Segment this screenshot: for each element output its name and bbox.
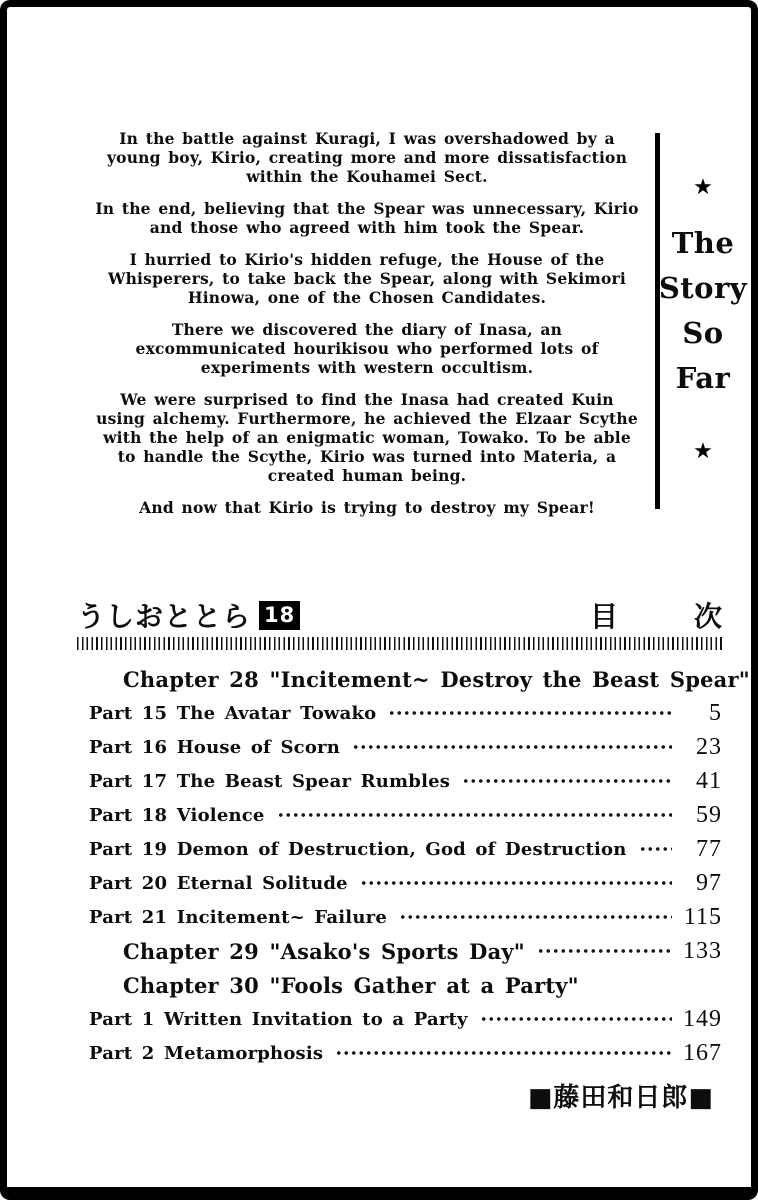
page-number: 41	[696, 767, 722, 794]
dot-leader	[639, 841, 672, 857]
page-number: 23	[696, 733, 722, 760]
dot-leader	[399, 909, 672, 925]
series-title	[77, 595, 300, 635]
dot-leader	[480, 1011, 672, 1027]
story-title-line: Far	[675, 361, 731, 395]
dot-leader	[462, 773, 672, 789]
part-title: Part 16 House of Scorn	[89, 736, 340, 758]
page-number: 133	[683, 937, 722, 964]
toc-list	[77, 662, 750, 1070]
toc-part-row	[77, 798, 722, 832]
chapter-title: Chapter 28 "Incitement~ Destroy the Beast Spear"	[123, 666, 750, 692]
story-side-title-column	[660, 133, 746, 509]
story-so-far-title	[659, 221, 747, 401]
part-title: Part 18 Violence	[89, 804, 265, 826]
toc-part-row	[77, 1002, 722, 1036]
page-number: 149	[683, 1005, 722, 1032]
story-so-far-text	[93, 129, 641, 530]
contents-heading-char: 目	[590, 600, 619, 633]
part-title: Part 15 The Avatar Towako	[89, 702, 377, 724]
author-credit: ■藤田和日郎■	[527, 1083, 714, 1113]
dot-leader	[360, 875, 672, 891]
contents-heading-char: 次	[693, 600, 722, 633]
dot-leader	[537, 943, 672, 959]
toc-part-row	[77, 900, 722, 934]
toc-part-row	[77, 730, 722, 764]
toc-part-row	[77, 764, 722, 798]
volume-badge: 18	[259, 601, 300, 630]
page-number: 77	[696, 835, 722, 862]
story-paragraph: In the end, believing that the Spear was unnecessary, Kirio and those who agreed with him took the Spear.	[95, 199, 639, 237]
part-title: Part 2 Metamorphosis	[89, 1042, 324, 1064]
page-number: 59	[696, 801, 722, 828]
series-title-text: うしおととら	[77, 600, 252, 633]
part-title: Part 21 Incitement~ Failure	[89, 906, 387, 928]
story-title-line: So	[682, 316, 724, 350]
part-title: Part 19 Demon of Destruction, God of Destruction	[89, 838, 627, 860]
page-number: 97	[696, 869, 722, 896]
story-paragraph: We were surprised to find the Inasa had created Kuin using alchemy. Furthermore, he achieved the Elzaar Scythe with the help of an enigmatic woman, Towako. To be able to handle the Scythe, Kirio was turned into Materia, a created human being.	[96, 390, 638, 485]
table-of-contents	[77, 597, 750, 1114]
page-number: 167	[683, 1039, 722, 1066]
chapter-title: Chapter 30 "Fools Gather at a Party"	[123, 972, 579, 998]
story-title-line: The	[671, 226, 735, 260]
part-title: Part 1 Written Invitation to a Party	[89, 1008, 468, 1030]
striped-divider	[77, 637, 722, 650]
story-paragraph: In the battle against Kuragi, I was overshadowed by a young boy, Kirio, creating more and more dissatisfaction within the Kouhamei Sect.	[106, 129, 628, 186]
story-paragraph: I hurried to Kirio's hidden refuge, the House of the Whisperers, to take back the Spear, along with Sekimori Hinowa, one of the Chosen Candidates.	[107, 250, 626, 307]
page-number: 115	[683, 903, 722, 930]
dot-leader	[277, 807, 672, 823]
chapter-title: Chapter 29 "Asako's Sports Day"	[123, 938, 525, 964]
toc-chapter-row	[77, 968, 722, 1002]
contents-heading	[590, 595, 722, 635]
dot-leader	[335, 1045, 672, 1061]
toc-header	[77, 597, 722, 633]
story-title-line: Story	[658, 271, 748, 305]
dot-leader	[352, 739, 672, 755]
story-paragraph: There we discovered the diary of Inasa, an excommunicated hourikisou who performed lots of experiments with western occultism.	[135, 320, 599, 377]
part-title: Part 17 The Beast Spear Rumbles	[89, 770, 451, 792]
toc-chapter-row	[77, 662, 750, 696]
toc-part-row	[77, 832, 722, 866]
toc-part-row	[77, 1036, 722, 1070]
toc-part-row	[77, 696, 722, 730]
star-icon: ★	[693, 439, 713, 464]
story-paragraph: And now that Kirio is trying to destroy my Spear!	[139, 498, 595, 517]
toc-chapter-row	[77, 934, 722, 968]
star-icon: ★	[693, 175, 713, 200]
dot-leader	[388, 705, 672, 721]
story-side-column	[655, 133, 746, 509]
toc-part-row	[77, 866, 722, 900]
part-title: Part 20 Eternal Solitude	[89, 872, 348, 894]
page-number: 5	[709, 699, 722, 726]
